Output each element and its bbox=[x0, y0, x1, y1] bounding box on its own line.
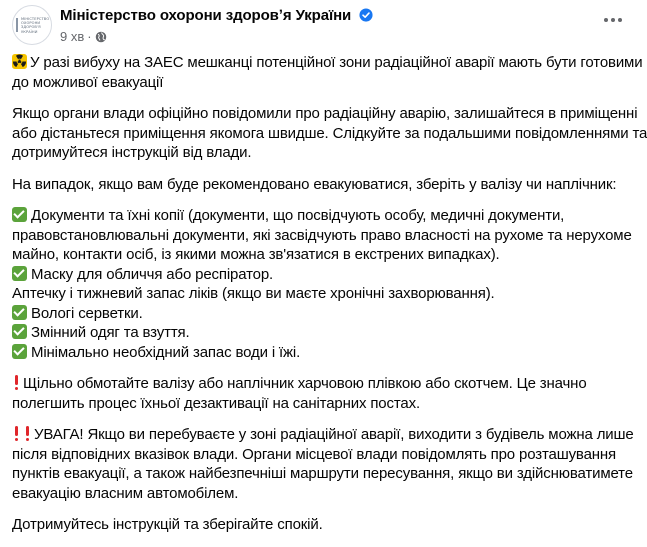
radioactive-icon bbox=[12, 54, 27, 69]
text-line: евакуацію власним автомобілем. bbox=[12, 484, 239, 502]
text-line: Якщо органи влади офіційно повідомили про радіаційну аварію, залишайтеся в приміщенні bbox=[12, 105, 638, 122]
verified-badge-icon bbox=[359, 8, 373, 22]
text-line: дотримуйтеся інструкцій від влади. bbox=[12, 144, 252, 161]
check-mark-icon bbox=[12, 207, 27, 222]
page-avatar[interactable] bbox=[12, 5, 52, 45]
stay-inside-paragraph bbox=[12, 104, 647, 163]
text-line: правовстановлювальні документи, які засвідчують право власності на рухоме та нерухоме bbox=[12, 226, 632, 244]
checklist-item-documents bbox=[12, 206, 626, 226]
checklist-item-wipes bbox=[12, 304, 626, 324]
post-meta bbox=[60, 29, 107, 44]
post-text bbox=[12, 53, 647, 547]
more-options-button[interactable] bbox=[598, 8, 628, 32]
meta-separator: · bbox=[87, 29, 92, 44]
page-name[interactable] bbox=[60, 7, 373, 24]
exclamation-icon bbox=[12, 375, 21, 390]
text-line: до можливої евакуації bbox=[12, 73, 164, 91]
text-line: полегшить процес їхньої дезактивації на санітарних постах. bbox=[12, 394, 420, 412]
checklist-text: Маску для обличчя або респіратор. bbox=[31, 265, 274, 283]
check-mark-icon bbox=[12, 324, 27, 339]
text-line: пунктів евакуації, а також найбезпечніші маршрути пересування, якщо ви здійснюватимете bbox=[12, 465, 633, 482]
checklist-item-mask bbox=[12, 265, 626, 285]
more-horizontal-icon bbox=[603, 17, 623, 23]
closing-paragraph bbox=[12, 515, 626, 535]
warning-text: УВАГА! Якщо ви перебуваєте у зоні радіаційної аварії, виходити з будівель можна лише bbox=[34, 426, 634, 443]
checklist-text: Змінний одяг та взуття. bbox=[31, 324, 190, 341]
exclamation-icon bbox=[23, 426, 32, 441]
checklist-text: Мінімально необхідний запас води і їжі. bbox=[31, 343, 301, 361]
text-line bbox=[12, 374, 626, 394]
post-timestamp[interactable]: 9 хв bbox=[60, 29, 85, 44]
text-line bbox=[12, 53, 643, 73]
wrap-paragraph bbox=[12, 374, 626, 413]
avatar-text-line: ЗДОРОВ'Я bbox=[21, 25, 41, 30]
wrap-text: Щільно обмотайте валізу або наплічник харчовою плівкою або скотчем. Це значно bbox=[23, 375, 587, 392]
checklist-text: Документи та їхні копії (документи, що посвідчують особу, медичні документи, bbox=[31, 207, 565, 224]
evacuation-intro-paragraph bbox=[12, 175, 626, 195]
avatar-text-line: ОХОРОНИ bbox=[21, 21, 41, 26]
post-header bbox=[12, 2, 628, 48]
intro-paragraph bbox=[12, 53, 643, 92]
text-line bbox=[12, 425, 634, 445]
check-mark-icon bbox=[12, 266, 27, 281]
text-line: після відповідних вказівок влади. Органи місцевої влади повідомлять про розташування bbox=[12, 445, 617, 463]
checklist-item-first-aid: Аптечку і тижневий запас ліків (якщо ви маєте хронічні захворювання). bbox=[12, 285, 495, 302]
text-line: Дотримуйтесь інструкцій та зберігайте спокій. bbox=[12, 516, 323, 533]
warning-paragraph bbox=[12, 425, 634, 503]
text-line: або дістаньтеся приміщення якомога швидше. Слідкуйте за подальшими повідомленнями та bbox=[12, 124, 647, 142]
exclamation-icon bbox=[12, 426, 21, 441]
checklist-text: Вологі серветки. bbox=[31, 304, 143, 322]
check-mark-icon bbox=[12, 344, 27, 359]
page-name-text[interactable]: Міністерство охорони здоровʼя України bbox=[60, 7, 352, 24]
globe-icon[interactable] bbox=[95, 31, 107, 43]
intro-text: У разі вибуху на ЗАЕС мешканці потенційної зони радіаційної аварії мають бути готовими bbox=[30, 54, 643, 71]
text-line: майно, контакти осіб, із якими можна зв'язатися в екстрених випадках). bbox=[12, 246, 500, 263]
avatar-text-line: МІНІСТЕРСТВО bbox=[21, 17, 50, 21]
check-mark-icon bbox=[12, 305, 27, 320]
text-line: На випадок, якщо вам буде рекомендовано евакуюватися, зберіть у валізу чи наплічник: bbox=[12, 175, 617, 193]
checklist-item-clothes bbox=[12, 323, 626, 343]
checklist-item-supplies bbox=[12, 343, 626, 363]
avatar-text-line: УКРАЇНИ bbox=[21, 29, 38, 34]
checklist bbox=[12, 206, 632, 362]
emblem-icon bbox=[16, 18, 18, 32]
